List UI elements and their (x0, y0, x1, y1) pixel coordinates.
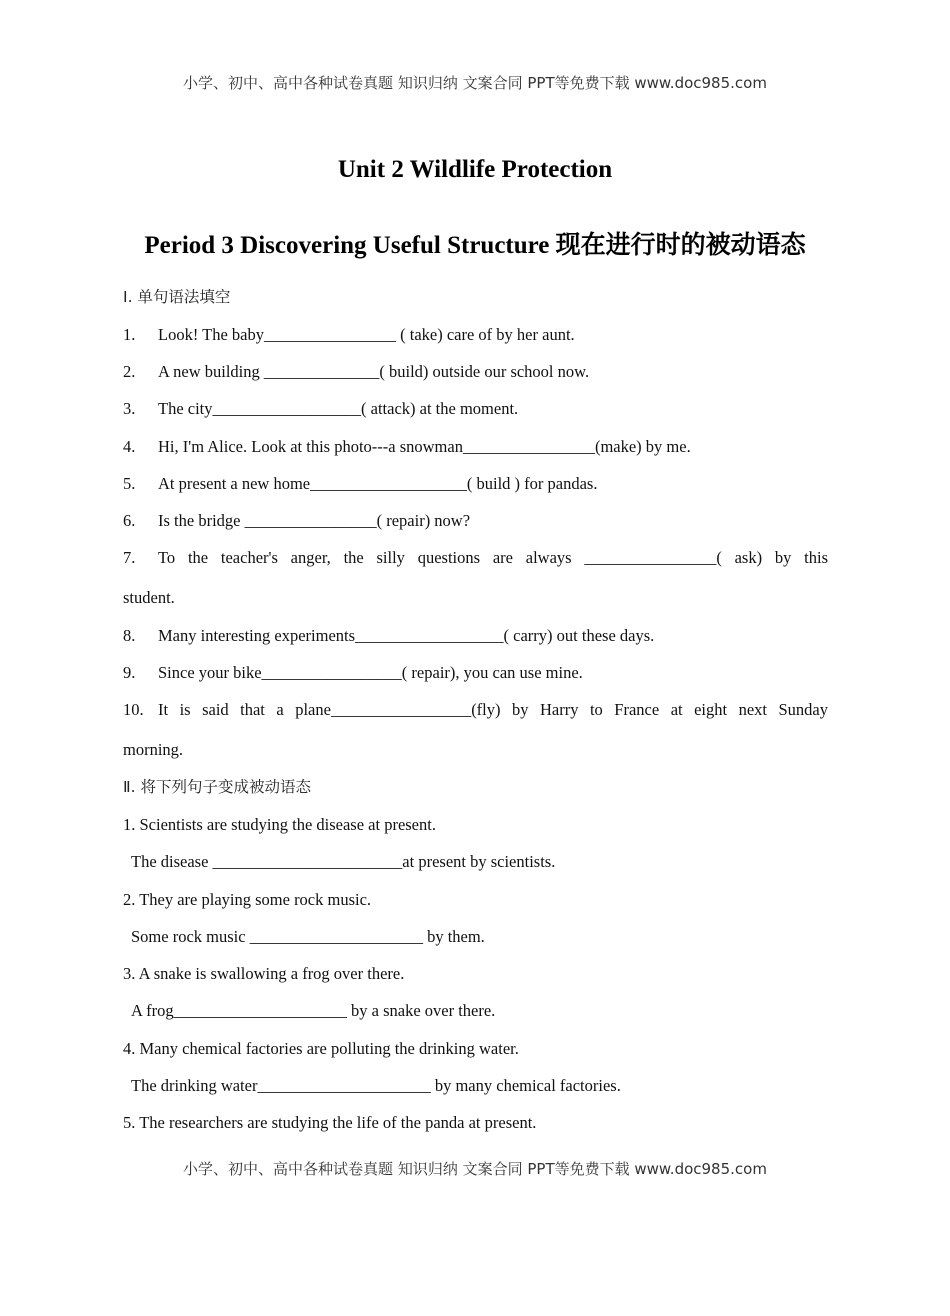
page-header-banner: 小学、初中、高中各种试卷真题 知识归纳 文案合同 PPT等免费下载 www.doc985.com (183, 74, 767, 92)
section-1-heading: Ⅰ. 单句语法填空 (123, 288, 231, 306)
item-text: Since your bike_________________( repair), you can use mine. (158, 663, 583, 682)
exercise-item (123, 511, 828, 531)
answer-line: Some rock music _____________________ by them. (131, 927, 485, 946)
exercise-item (123, 700, 828, 720)
exercise-item (123, 626, 828, 646)
exercise-item (123, 362, 828, 382)
exercise-item (123, 437, 828, 457)
item-text: At present a new home___________________( build ) for pandas. (158, 474, 598, 493)
source-sentence: 1. Scientists are studying the disease at present. (123, 815, 436, 834)
source-sentence: 3. A snake is swallowing a frog over there. (123, 964, 405, 983)
answer-line: A frog_____________________ by a snake over there. (131, 1001, 496, 1020)
item-text: The city__________________( attack) at the moment. (158, 399, 519, 418)
item-text: Hi, I'm Alice. Look at this photo---a snowman________________(make) by me. (158, 437, 691, 456)
item-text: Is the bridge ________________( repair) now? (158, 511, 471, 530)
answer-line: The disease _______________________at present by scientists. (131, 852, 556, 871)
item-number: 3. (123, 399, 136, 418)
worksheet-title: Unit 2 Wildlife Protection (337, 156, 613, 183)
item-number: 2. (123, 362, 136, 381)
exercise-item (123, 663, 828, 683)
exercise-item (123, 474, 828, 494)
source-sentence: 5. The researchers are studying the life of the panda at present. (123, 1113, 537, 1132)
exercise-item (123, 325, 828, 345)
item-number: 4. (123, 437, 136, 456)
item-number: 9. (123, 663, 136, 682)
source-sentence: 2. They are playing some rock music. (123, 890, 372, 909)
item-number: 1. (123, 325, 136, 344)
page-footer-banner: 小学、初中、高中各种试卷真题 知识归纳 文案合同 PPT等免费下载 www.doc985.com (183, 1160, 767, 1178)
item-text: A new building ______________( build) outside our school now. (158, 362, 590, 381)
item-number: 6. (123, 511, 136, 530)
item-text: Many interesting experiments__________________( carry) out these days. (158, 626, 655, 645)
item-number: 7. (123, 548, 136, 567)
item-number: 8. (123, 626, 136, 645)
exercise-item-continuation: student. (123, 588, 175, 607)
exercise-item (123, 399, 828, 419)
section-2-heading: Ⅱ. 将下列句子变成被动语态 (123, 778, 311, 796)
answer-line: The drinking water_____________________ by many chemical factories. (131, 1076, 621, 1095)
item-text: To the teacher's anger, the silly questions are always ________________( ask) by this (158, 548, 828, 567)
exercise-item-continuation: morning. (123, 740, 184, 759)
item-number: 5. (123, 474, 136, 493)
worksheet-subtitle: Period 3 Discovering Useful Structure 现在进行时的被动语态 (144, 232, 806, 259)
exercise-item (123, 548, 828, 568)
source-sentence: 4. Many chemical factories are polluting the drinking water. (123, 1039, 519, 1058)
item-text: It is said that a plane_________________(fly) by Harry to France at eight next Sunday (158, 700, 828, 719)
item-number: 10. (123, 700, 144, 719)
item-text: Look! The baby________________ ( take) care of by her aunt. (158, 325, 575, 344)
